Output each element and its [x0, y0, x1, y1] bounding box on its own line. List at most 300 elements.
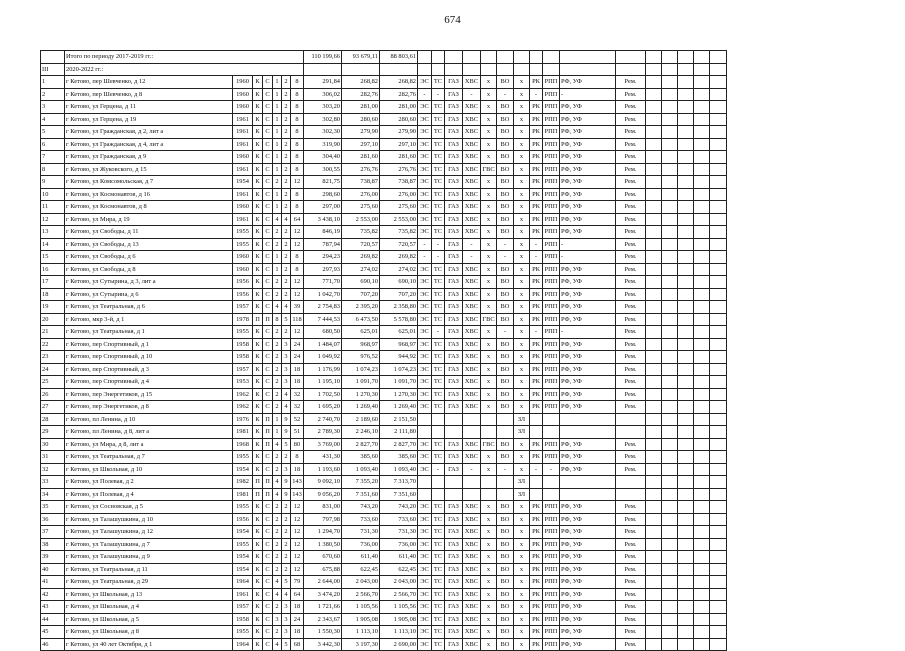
table-cell: х [514, 88, 530, 101]
table-cell: х [481, 88, 497, 101]
table-cell: ЭС [418, 401, 432, 414]
empty-cell [646, 563, 662, 576]
table-cell: х [514, 451, 530, 464]
table-cell: ЭС [418, 351, 432, 364]
table-cell: Рем. [616, 88, 646, 101]
table-cell: ВО [497, 576, 514, 589]
table-cell: - [432, 251, 445, 264]
table-cell: РФ, УФ [560, 313, 616, 326]
table-cell: 6 [41, 138, 65, 151]
table-row [41, 501, 727, 514]
table-row [41, 313, 727, 326]
empty-cell [432, 63, 445, 76]
table-cell: РК [530, 601, 543, 614]
table-cell: х [481, 613, 497, 626]
empty-cell [694, 76, 710, 89]
table-cell: 297,10 [342, 138, 380, 151]
table-cell: х [481, 601, 497, 614]
table-cell: ГАЗ [445, 301, 463, 314]
table-cell: 733,60 [342, 513, 380, 526]
table-cell: г Кетово, ул Талашушкина, д 7 [65, 538, 233, 551]
table-cell: ВО [497, 613, 514, 626]
table-cell: 622,45 [342, 563, 380, 576]
table-cell: ТС [432, 113, 445, 126]
table-cell: ГАЗ [445, 226, 463, 239]
table-cell: ХВС [463, 138, 481, 151]
table-cell: 1 074,23 [342, 363, 380, 376]
empty-cell [646, 438, 662, 451]
table-cell: 1960 [233, 76, 253, 89]
table-cell: 797,98 [304, 513, 342, 526]
table-cell: г Кетово, ул Полевая, д 2 [65, 476, 233, 489]
table-cell: 1 113,10 [380, 626, 418, 639]
table-cell: - [463, 238, 481, 251]
table-cell: ЭС [418, 226, 432, 239]
empty-cell [646, 138, 662, 151]
table-cell: 64 [291, 588, 304, 601]
table-cell: 2 [273, 563, 282, 576]
table-cell: 2 [273, 626, 282, 639]
empty-cell [662, 363, 678, 376]
summary-total-area-3: 88 803,61 [380, 51, 418, 64]
table-cell: 1960 [233, 251, 253, 264]
table-cell: 276,76 [380, 163, 418, 176]
table-cell: К [253, 163, 263, 176]
table-row [41, 163, 727, 176]
table-cell: П [253, 476, 263, 489]
table-cell: К [253, 588, 263, 601]
empty-cell [678, 476, 694, 489]
table-cell: ЭС [418, 76, 432, 89]
table-cell: ЭС [418, 288, 432, 301]
table-cell: 1954 [233, 463, 253, 476]
table-cell: ВО [497, 213, 514, 226]
empty-cell [710, 113, 727, 126]
table-cell: ХВС [463, 326, 481, 339]
table-cell: РФ, УФ [560, 538, 616, 551]
table-cell: 831,00 [304, 501, 342, 514]
table-cell: РПП [543, 151, 560, 164]
table-row [41, 188, 727, 201]
table-cell: 12 [291, 226, 304, 239]
table-cell: ВО [497, 626, 514, 639]
table-cell: С [263, 401, 273, 414]
table-cell: ГАЗ [445, 326, 463, 339]
table-cell [418, 488, 432, 501]
table-cell: х [481, 263, 497, 276]
table-cell: 7 313,70 [380, 476, 418, 489]
table-cell: х [481, 76, 497, 89]
table-cell: 2 [282, 88, 291, 101]
table-cell: К [253, 538, 263, 551]
table-cell: ТС [432, 538, 445, 551]
table-cell: 1 [273, 151, 282, 164]
empty-cell [678, 538, 694, 551]
empty-cell [694, 88, 710, 101]
table-cell: 731,30 [342, 526, 380, 539]
table-cell: С [263, 238, 273, 251]
table-cell: К [253, 326, 263, 339]
empty-cell [662, 576, 678, 589]
table-cell: ХВС [463, 151, 481, 164]
empty-cell [662, 401, 678, 414]
table-row [41, 526, 727, 539]
table-cell: П [263, 488, 273, 501]
table-cell: ТС [432, 526, 445, 539]
empty-cell [662, 588, 678, 601]
table-cell: 281,00 [342, 101, 380, 114]
table-row [41, 238, 727, 251]
table-cell: 40 [41, 563, 65, 576]
table-cell: Рем. [616, 301, 646, 314]
table-cell: ЭС [418, 388, 432, 401]
table-cell: х [481, 338, 497, 351]
table-cell: 28 [41, 413, 65, 426]
table-cell: 269,82 [342, 251, 380, 264]
empty-cell [710, 476, 727, 489]
table-cell: 2 246,10 [342, 426, 380, 439]
table-cell: 968,97 [342, 338, 380, 351]
table-row [41, 101, 727, 114]
empty-cell [694, 513, 710, 526]
empty-cell [646, 488, 662, 501]
table-cell: С [263, 638, 273, 651]
table-cell: ТС [432, 613, 445, 626]
table-cell: РК [530, 351, 543, 364]
table-cell: 1981 [233, 426, 253, 439]
table-cell: ТС [432, 376, 445, 389]
table-cell: 4 [282, 588, 291, 601]
empty-cell [694, 338, 710, 351]
table-cell: ВО [497, 363, 514, 376]
table-cell: 1955 [233, 326, 253, 339]
table-cell: 1 294,70 [304, 526, 342, 539]
table-cell: ЭС [418, 513, 432, 526]
empty-cell [646, 213, 662, 226]
table-cell [463, 426, 481, 439]
table-cell: 298,60 [304, 188, 342, 201]
table-cell: ТС [432, 226, 445, 239]
table-cell: 279,90 [342, 126, 380, 139]
table-cell: ГАЗ [445, 188, 463, 201]
empty-cell [694, 251, 710, 264]
table-cell: х [514, 363, 530, 376]
table-cell: ЭС [418, 113, 432, 126]
table-cell: РФ, УФ [560, 551, 616, 564]
empty-cell [710, 563, 727, 576]
table-cell: 12 [291, 176, 304, 189]
table-cell: К [253, 126, 263, 139]
table-cell: 3 [273, 613, 282, 626]
table-cell: Рем. [616, 326, 646, 339]
table-cell: Рем. [616, 213, 646, 226]
table-cell [418, 413, 432, 426]
empty-cell [694, 213, 710, 226]
table-cell: РК [530, 526, 543, 539]
table-cell: РФ, УФ [560, 513, 616, 526]
table-cell: 1954 [233, 563, 253, 576]
table-cell [543, 488, 560, 501]
table-cell: 46 [41, 638, 65, 651]
table-cell: 1958 [233, 351, 253, 364]
table-cell: Рем. [616, 513, 646, 526]
table-cell: РФ, УФ [560, 351, 616, 364]
table-cell: 4 [273, 576, 282, 589]
table-cell: К [253, 551, 263, 564]
table-cell: ХВС [463, 451, 481, 464]
empty-cell [694, 588, 710, 601]
table-cell: - [463, 251, 481, 264]
table-cell: х [481, 238, 497, 251]
table-cell: 1956 [233, 276, 253, 289]
table-cell: 9 092,10 [304, 476, 342, 489]
table-cell: К [253, 76, 263, 89]
empty-cell [646, 613, 662, 626]
table-cell: 431,30 [304, 451, 342, 464]
table-cell: 2 [273, 376, 282, 389]
empty-cell [694, 138, 710, 151]
table-cell: ГАЗ [445, 551, 463, 564]
table-cell: 8 [291, 201, 304, 214]
table-cell: ВО [497, 588, 514, 601]
table-cell: х [514, 463, 530, 476]
table-cell [543, 426, 560, 439]
empty-cell [710, 351, 727, 364]
table-cell: 2 [282, 288, 291, 301]
empty-cell [694, 438, 710, 451]
table-cell: П [263, 476, 273, 489]
table-cell: 2 [41, 88, 65, 101]
table-cell: х [514, 176, 530, 189]
table-cell: 2 395,20 [342, 301, 380, 314]
table-cell: Рем. [616, 238, 646, 251]
empty-cell [710, 526, 727, 539]
empty-cell [678, 101, 694, 114]
table-cell: ГАЗ [445, 251, 463, 264]
empty-cell [678, 151, 694, 164]
table-cell: 1954 [233, 526, 253, 539]
table-cell: П [263, 438, 273, 451]
table-cell: 3 [282, 376, 291, 389]
empty-cell [646, 376, 662, 389]
empty-cell [662, 351, 678, 364]
table-cell: 1960 [233, 101, 253, 114]
empty-cell [694, 301, 710, 314]
table-cell: ХВС [463, 438, 481, 451]
table-row [41, 213, 727, 226]
table-cell: г Кетово, ул 40 лет Октября, д 1 [65, 638, 233, 651]
empty-cell [694, 113, 710, 126]
table-cell: 690,10 [342, 276, 380, 289]
table-cell: ТС [432, 201, 445, 214]
table-cell: г Кетово, ул Гражданская, д 2, лит а [65, 126, 233, 139]
section-label: 2020-2022 гг.: [65, 63, 304, 76]
empty-cell [678, 401, 694, 414]
table-cell: К [253, 563, 263, 576]
table-cell: ХВС [463, 126, 481, 139]
table-row [41, 388, 727, 401]
empty-cell [646, 163, 662, 176]
table-cell: 611,40 [380, 551, 418, 564]
table-row [41, 76, 727, 89]
table-cell: г Кетово, ул Космонавтов, д 16 [65, 188, 233, 201]
empty-cell [662, 88, 678, 101]
table-cell: 1956 [233, 513, 253, 526]
table-cell: 1 049,92 [304, 351, 342, 364]
table-cell: ЭС [418, 526, 432, 539]
empty-cell [678, 376, 694, 389]
table-cell: РПП [543, 101, 560, 114]
table-cell: 2 [273, 526, 282, 539]
table-cell: ХВС [463, 626, 481, 639]
table-cell: - [432, 463, 445, 476]
table-cell: 1961 [233, 188, 253, 201]
table-cell: 2 [282, 251, 291, 264]
table-cell: 276,00 [380, 188, 418, 201]
table-cell: РПП [543, 338, 560, 351]
table-cell: х [514, 276, 530, 289]
table-cell: 1 [273, 188, 282, 201]
empty-cell [662, 326, 678, 339]
table-cell: РК [530, 113, 543, 126]
table-row [41, 401, 727, 414]
table-cell: - [418, 238, 432, 251]
empty-cell [694, 201, 710, 214]
table-cell: - [530, 326, 543, 339]
table-cell: 1968 [233, 438, 253, 451]
empty-cell [646, 201, 662, 214]
table-cell: 3 769,00 [304, 438, 342, 451]
table-cell: 52 [291, 413, 304, 426]
table-cell: 300,55 [304, 163, 342, 176]
table-cell: г Кетово, ул Гражданская, д 9 [65, 151, 233, 164]
table-cell: 68 [291, 638, 304, 651]
table-cell: 3 [282, 601, 291, 614]
table-cell: 3 [282, 338, 291, 351]
table-cell: К [253, 526, 263, 539]
table-cell: 18 [291, 626, 304, 639]
table-cell: РК [530, 401, 543, 414]
empty-cell [694, 551, 710, 564]
table-cell: х [514, 576, 530, 589]
table-cell: К [253, 376, 263, 389]
table-row [41, 513, 727, 526]
table-cell: РФ, УФ [560, 626, 616, 639]
table-cell: 2 566,70 [342, 588, 380, 601]
empty-cell [694, 263, 710, 276]
table-cell: С [263, 513, 273, 526]
table-cell: РПП [543, 438, 560, 451]
table-row [41, 463, 727, 476]
empty-cell [710, 313, 727, 326]
table-cell: х [481, 638, 497, 651]
table-cell: 2 789,30 [304, 426, 342, 439]
table-cell: РК [530, 613, 543, 626]
empty-cell [710, 238, 727, 251]
table-cell: ГАЗ [445, 76, 463, 89]
table-cell: 12 [291, 551, 304, 564]
table-cell: 2 [273, 176, 282, 189]
table-cell: ЗЛ [514, 488, 530, 501]
table-cell: 2 [282, 163, 291, 176]
table-cell: ТС [432, 176, 445, 189]
empty-cell [694, 601, 710, 614]
table-cell: РПП [543, 251, 560, 264]
table-cell: РФ, УФ [560, 288, 616, 301]
table-cell: 2 [282, 238, 291, 251]
empty-cell [694, 376, 710, 389]
table-cell: 1961 [233, 213, 253, 226]
empty-cell [694, 488, 710, 501]
table-cell: ХВС [463, 288, 481, 301]
table-cell: ТС [432, 288, 445, 301]
table-cell: 9 [282, 413, 291, 426]
table-cell: 2 690,00 [380, 638, 418, 651]
table-cell: 1 091,70 [380, 376, 418, 389]
table-cell: 12 [41, 213, 65, 226]
table-cell: 27 [41, 401, 65, 414]
table-row [41, 251, 727, 264]
table-cell: 2 343,67 [304, 613, 342, 626]
table-cell: РФ, УФ [560, 638, 616, 651]
table-cell: ГАЗ [445, 438, 463, 451]
table-cell: ЗЛ [514, 413, 530, 426]
empty-cell [445, 51, 463, 64]
table-cell: РФ, УФ [560, 176, 616, 189]
table-cell: ЭС [418, 638, 432, 651]
table-cell: 1 702,50 [304, 388, 342, 401]
empty-cell [646, 76, 662, 89]
table-cell: РФ, УФ [560, 463, 616, 476]
table-cell: г Кетово, мкр 3-й, д 1 [65, 313, 233, 326]
table-row [41, 351, 727, 364]
table-row [41, 326, 727, 339]
table-cell: х [481, 126, 497, 139]
table-cell: 1961 [233, 138, 253, 151]
table-cell: г Кетово, ул Школьная, д 13 [65, 588, 233, 601]
table-cell: РК [530, 376, 543, 389]
table-cell: 1 176,99 [304, 363, 342, 376]
table-cell: ХВС [463, 163, 481, 176]
table-cell: С [263, 551, 273, 564]
empty-cell [662, 163, 678, 176]
table-cell: х [514, 526, 530, 539]
table-cell: 80 [291, 438, 304, 451]
table-cell: РПП [543, 276, 560, 289]
empty-cell [678, 438, 694, 451]
table-cell: 30 [41, 438, 65, 451]
table-cell: С [263, 338, 273, 351]
table-cell: ЭС [418, 151, 432, 164]
table-cell: 1 [273, 76, 282, 89]
table-cell: ЭС [418, 601, 432, 614]
table-cell: 2 [282, 188, 291, 201]
table-cell: Рем. [616, 363, 646, 376]
table-cell: РПП [543, 551, 560, 564]
table-cell: - [418, 251, 432, 264]
empty-cell [678, 88, 694, 101]
empty-cell [543, 63, 560, 76]
table-cell: 24 [41, 363, 65, 376]
table-cell [560, 488, 616, 501]
table-cell: х [481, 288, 497, 301]
table-cell: 733,60 [380, 513, 418, 526]
table-cell: ВО [497, 201, 514, 214]
table-cell: ЭС [418, 201, 432, 214]
empty-cell [710, 126, 727, 139]
table-cell: РФ, УФ [560, 113, 616, 126]
table-cell: К [253, 363, 263, 376]
